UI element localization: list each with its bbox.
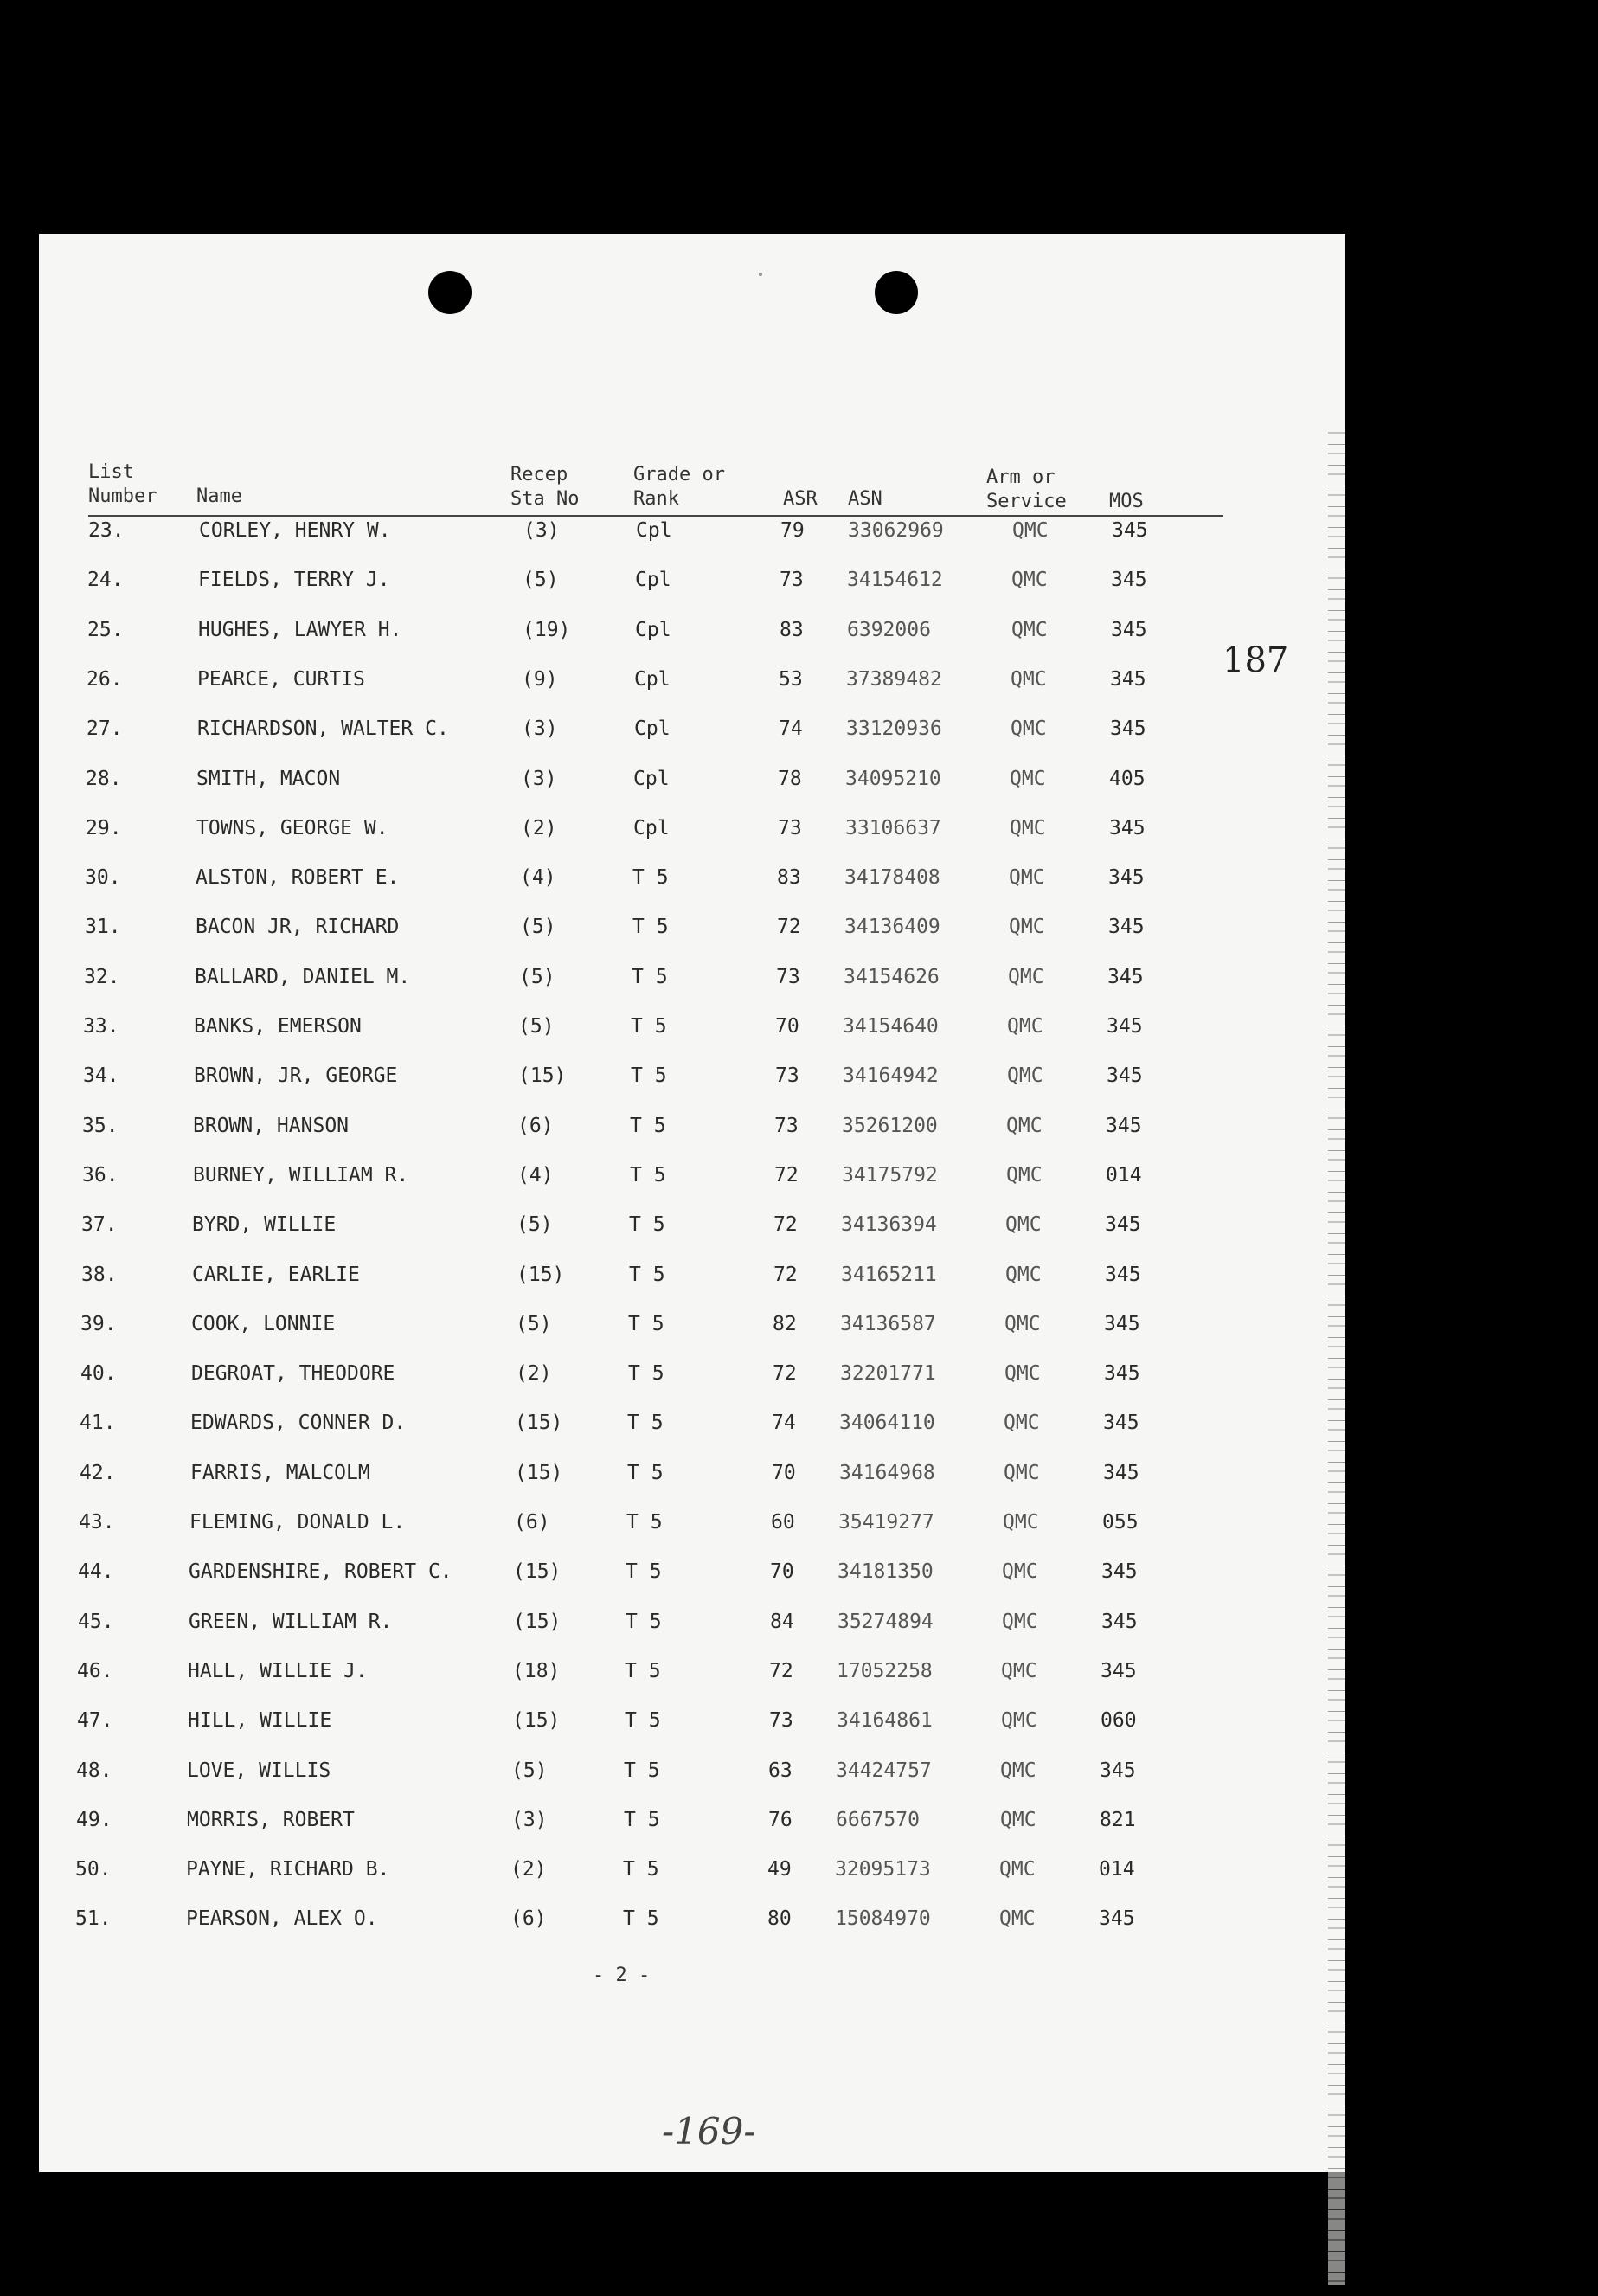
recep-sta-cell: (15) xyxy=(513,1560,562,1584)
service-cell: QMC xyxy=(1000,1759,1036,1782)
rank-cell: Cpl xyxy=(635,569,671,592)
recep-sta-cell: (15) xyxy=(515,1461,563,1484)
service-cell: QMC xyxy=(1010,767,1046,790)
recep-sta-cell: (15) xyxy=(517,1263,565,1286)
mos-cell: 345 xyxy=(1101,1659,1137,1682)
name-cell: FARRIS, MALCOLM xyxy=(190,1461,370,1484)
name-cell: BROWN, JR, GEORGE xyxy=(194,1064,398,1088)
table-row xyxy=(39,1759,1250,1789)
table-row xyxy=(39,1412,1250,1441)
punch-hole-right xyxy=(875,271,918,314)
list-number-cell: 46. xyxy=(77,1659,113,1682)
list-number-cell: 34. xyxy=(83,1064,119,1088)
list-number-cell: 32. xyxy=(84,965,120,988)
table-row xyxy=(39,519,1250,549)
asr-cell: 70 xyxy=(772,1461,796,1484)
asn-cell: 34164942 xyxy=(843,1064,939,1088)
list-number-cell: 24. xyxy=(87,569,124,592)
asr-cell: 73 xyxy=(778,816,802,839)
service-cell: QMC xyxy=(1004,1362,1041,1386)
rank-cell: T 5 xyxy=(623,1907,659,1931)
rank-cell: T 5 xyxy=(626,1610,662,1633)
rank-cell: T 5 xyxy=(632,916,669,939)
recep-sta-cell: (3) xyxy=(522,717,558,741)
name-cell: TOWNS, GEORGE W. xyxy=(196,816,388,839)
table-row xyxy=(39,668,1250,698)
list-number-cell: 42. xyxy=(80,1461,116,1484)
recep-sta-cell: (15) xyxy=(515,1412,563,1435)
header-recep-sta-no: Recep Sta No xyxy=(510,464,580,510)
mos-cell: 345 xyxy=(1105,1213,1141,1237)
service-cell: QMC xyxy=(1009,916,1045,939)
recep-sta-cell: (4) xyxy=(517,1163,554,1187)
asr-cell: 80 xyxy=(767,1907,792,1931)
rank-cell: T 5 xyxy=(625,1659,661,1682)
asr-cell: 73 xyxy=(775,1064,799,1088)
name-cell: LOVE, WILLIS xyxy=(187,1759,331,1782)
service-cell: QMC xyxy=(1004,1312,1041,1335)
header-asn: ASN xyxy=(848,488,882,510)
service-cell: QMC xyxy=(1001,1709,1037,1733)
mos-cell: 014 xyxy=(1106,1163,1142,1187)
list-number-cell: 50. xyxy=(75,1858,112,1881)
asr-cell: 70 xyxy=(770,1560,794,1584)
mos-cell: 345 xyxy=(1101,1610,1138,1633)
asr-cell: 70 xyxy=(775,1015,799,1038)
asr-cell: 84 xyxy=(770,1610,794,1633)
rank-cell: Cpl xyxy=(633,767,670,790)
service-cell: QMC xyxy=(1007,1015,1043,1038)
service-cell: QMC xyxy=(999,1858,1036,1881)
recep-sta-cell: (5) xyxy=(517,1213,553,1237)
recep-sta-cell: (5) xyxy=(523,569,559,592)
name-cell: GREEN, WILLIAM R. xyxy=(189,1610,393,1633)
list-number-cell: 37. xyxy=(81,1213,118,1237)
list-number-cell: 44. xyxy=(78,1560,114,1584)
name-cell: BROWN, HANSON xyxy=(193,1114,350,1137)
asn-cell: 34175792 xyxy=(842,1163,938,1187)
table-row xyxy=(39,1115,1250,1144)
list-number-cell: 28. xyxy=(86,767,122,790)
table-row xyxy=(39,1709,1250,1739)
asn-cell: 34181350 xyxy=(838,1560,934,1584)
mos-cell: 405 xyxy=(1109,767,1146,790)
table-row xyxy=(39,866,1250,896)
mos-cell: 345 xyxy=(1107,1015,1143,1038)
asr-cell: 60 xyxy=(771,1511,795,1534)
asn-cell: 34136394 xyxy=(841,1213,937,1237)
recep-sta-cell: (5) xyxy=(519,965,555,988)
name-cell: SMITH, MACON xyxy=(196,767,341,790)
asn-cell: 34165211 xyxy=(841,1263,937,1286)
name-cell: HUGHES, LAWYER H. xyxy=(198,618,402,641)
header-list-number: List Number xyxy=(88,461,157,507)
table-row xyxy=(39,1313,1250,1342)
service-cell: QMC xyxy=(1012,519,1049,542)
name-cell: PEARSON, ALEX O. xyxy=(186,1907,378,1931)
mos-cell: 345 xyxy=(1106,1114,1142,1137)
mos-cell: 345 xyxy=(1100,1759,1136,1782)
service-cell: QMC xyxy=(1007,1064,1043,1088)
list-number-cell: 49. xyxy=(76,1808,112,1831)
service-cell: QMC xyxy=(1000,1808,1036,1831)
recep-sta-cell: (2) xyxy=(516,1362,552,1386)
asr-cell: 79 xyxy=(780,519,805,542)
list-number-cell: 31. xyxy=(85,916,121,939)
recep-sta-cell: (2) xyxy=(521,816,557,839)
list-number-cell: 40. xyxy=(80,1362,117,1386)
mos-cell: 345 xyxy=(1099,1907,1135,1931)
service-cell: QMC xyxy=(999,1907,1036,1931)
asr-cell: 83 xyxy=(780,618,804,641)
asr-cell: 63 xyxy=(768,1759,793,1782)
mos-cell: 345 xyxy=(1109,816,1146,839)
name-cell: FLEMING, DONALD L. xyxy=(189,1511,406,1534)
mos-cell: 345 xyxy=(1103,1412,1139,1435)
name-cell: CARLIE, EARLIE xyxy=(192,1263,360,1286)
recep-sta-cell: (4) xyxy=(520,866,556,890)
service-cell: QMC xyxy=(1011,618,1048,641)
service-cell: QMC xyxy=(1004,1461,1040,1484)
rank-cell: T 5 xyxy=(631,1015,667,1038)
name-cell: BACON JR, RICHARD xyxy=(196,916,400,939)
asn-cell: 6392006 xyxy=(847,618,931,641)
name-cell: COOK, LONNIE xyxy=(191,1312,336,1335)
rank-cell: T 5 xyxy=(632,866,669,890)
asr-cell: 73 xyxy=(769,1709,793,1733)
name-cell: BALLARD, DANIEL M. xyxy=(195,965,411,988)
mos-cell: 345 xyxy=(1105,1263,1141,1286)
asn-cell: 34178408 xyxy=(844,866,940,890)
service-cell: QMC xyxy=(1005,1213,1042,1237)
name-cell: HALL, WILLIE J. xyxy=(188,1659,368,1682)
table-row xyxy=(39,1611,1250,1640)
service-cell: QMC xyxy=(1011,569,1048,592)
service-cell: QMC xyxy=(1003,1511,1039,1534)
header-rule xyxy=(88,515,1223,517)
asr-cell: 74 xyxy=(772,1412,796,1435)
asr-cell: 83 xyxy=(777,866,801,890)
rank-cell: T 5 xyxy=(632,965,668,988)
table-row xyxy=(39,1660,1250,1689)
recep-sta-cell: (6) xyxy=(517,1114,554,1137)
table-row xyxy=(39,768,1250,797)
service-cell: QMC xyxy=(1006,1163,1043,1187)
rank-cell: T 5 xyxy=(624,1808,660,1831)
list-number-cell: 45. xyxy=(78,1610,114,1633)
asr-cell: 72 xyxy=(769,1659,793,1682)
asr-cell: 72 xyxy=(774,1163,799,1187)
asn-cell: 32095173 xyxy=(835,1858,931,1881)
mos-cell: 345 xyxy=(1103,1461,1139,1484)
handwritten-page-number: -169- xyxy=(662,2110,756,2152)
recep-sta-cell: (19) xyxy=(523,618,571,641)
name-cell: ALSTON, ROBERT E. xyxy=(196,866,400,890)
service-cell: QMC xyxy=(1011,717,1047,741)
asn-cell: 33062969 xyxy=(848,519,944,542)
asn-cell: 6667570 xyxy=(836,1808,920,1831)
asr-cell: 72 xyxy=(773,1263,798,1286)
table-row xyxy=(39,1064,1250,1094)
table-row xyxy=(39,717,1250,747)
asn-cell: 34095210 xyxy=(845,767,941,790)
list-number-cell: 51. xyxy=(75,1907,112,1931)
asn-cell: 15084970 xyxy=(835,1907,931,1931)
list-number-cell: 41. xyxy=(80,1412,116,1435)
recep-sta-cell: (3) xyxy=(511,1808,548,1831)
rank-cell: Cpl xyxy=(635,618,671,641)
list-number-cell: 30. xyxy=(85,866,121,890)
asn-cell: 34136409 xyxy=(844,916,940,939)
asr-cell: 73 xyxy=(776,965,800,988)
list-number-cell: 26. xyxy=(87,667,123,691)
asn-cell: 34136587 xyxy=(840,1312,936,1335)
torn-right-edge xyxy=(1328,424,1345,2285)
table-row xyxy=(39,1809,1250,1838)
table-row xyxy=(39,1560,1250,1590)
list-number-cell: 43. xyxy=(79,1511,115,1534)
rank-cell: T 5 xyxy=(629,1263,665,1286)
list-number-cell: 33. xyxy=(83,1015,119,1038)
recep-sta-cell: (15) xyxy=(513,1610,562,1633)
table-row xyxy=(39,1462,1250,1491)
header-arm-service: Arm or Service xyxy=(986,466,1067,512)
mos-cell: 821 xyxy=(1100,1808,1136,1831)
service-cell: QMC xyxy=(1010,816,1046,839)
service-cell: QMC xyxy=(1002,1560,1038,1584)
list-number-cell: 47. xyxy=(77,1709,113,1733)
asn-cell: 17052258 xyxy=(837,1659,933,1682)
rank-cell: T 5 xyxy=(630,1114,666,1137)
rank-cell: Cpl xyxy=(636,519,672,542)
list-number-cell: 27. xyxy=(87,717,123,741)
table-row xyxy=(39,1511,1250,1540)
mos-cell: 345 xyxy=(1108,866,1145,890)
asr-cell: 82 xyxy=(773,1312,797,1335)
rank-cell: T 5 xyxy=(629,1213,665,1237)
name-cell: BANKS, EMERSON xyxy=(194,1015,362,1038)
mos-cell: 345 xyxy=(1110,667,1146,691)
header-name: Name xyxy=(196,486,242,507)
list-number-cell: 29. xyxy=(86,816,122,839)
recep-sta-cell: (5) xyxy=(520,916,556,939)
table-row xyxy=(39,916,1250,945)
asr-cell: 74 xyxy=(779,717,803,741)
mos-cell: 345 xyxy=(1107,1064,1143,1088)
service-cell: QMC xyxy=(1002,1610,1038,1633)
asn-cell: 34154640 xyxy=(843,1015,939,1038)
service-cell: QMC xyxy=(1006,1114,1043,1137)
mos-cell: 345 xyxy=(1111,618,1147,641)
service-cell: QMC xyxy=(1004,1412,1040,1435)
asn-cell: 34154612 xyxy=(847,569,943,592)
rank-cell: T 5 xyxy=(625,1709,661,1733)
asn-cell: 34424757 xyxy=(836,1759,932,1782)
table-row xyxy=(39,1164,1250,1193)
recep-sta-cell: (6) xyxy=(510,1907,547,1931)
rank-cell: T 5 xyxy=(626,1511,663,1534)
rank-cell: T 5 xyxy=(631,1064,667,1088)
table-row xyxy=(39,1264,1250,1293)
page-marker: - 2 - xyxy=(593,1965,651,1986)
list-number-cell: 48. xyxy=(76,1759,112,1782)
rank-cell: T 5 xyxy=(630,1163,666,1187)
asn-cell: 34064110 xyxy=(839,1412,935,1435)
asr-cell: 76 xyxy=(768,1808,793,1831)
name-cell: DEGROAT, THEODORE xyxy=(191,1362,395,1386)
header-grade-rank: Grade or Rank xyxy=(633,464,725,510)
table-row xyxy=(39,569,1250,598)
service-cell: QMC xyxy=(1005,1263,1042,1286)
rank-cell: T 5 xyxy=(627,1412,664,1435)
mos-cell: 345 xyxy=(1104,1312,1140,1335)
mos-cell: 345 xyxy=(1110,717,1146,741)
asr-cell: 73 xyxy=(774,1114,799,1137)
service-cell: QMC xyxy=(1009,866,1045,890)
recep-sta-cell: (5) xyxy=(516,1312,552,1335)
asr-cell: 78 xyxy=(778,767,802,790)
asr-cell: 49 xyxy=(767,1858,792,1881)
asr-cell: 73 xyxy=(780,569,804,592)
asr-cell: 72 xyxy=(773,1213,798,1237)
header-mos: MOS xyxy=(1109,491,1144,512)
name-cell: GARDENSHIRE, ROBERT C. xyxy=(189,1560,452,1584)
page-stamp-number: 187 xyxy=(1223,640,1289,680)
table-row xyxy=(39,817,1250,846)
name-cell: PAYNE, RICHARD B. xyxy=(186,1858,390,1881)
asn-cell: 34154626 xyxy=(844,965,940,988)
rank-cell: T 5 xyxy=(628,1362,664,1386)
rank-cell: T 5 xyxy=(624,1759,660,1782)
asn-cell: 34164861 xyxy=(837,1709,933,1733)
document-page xyxy=(39,234,1345,2172)
recep-sta-cell: (15) xyxy=(518,1064,567,1088)
table-row xyxy=(39,1015,1250,1045)
asr-cell: 72 xyxy=(777,916,801,939)
header-asr: ASR xyxy=(783,488,818,510)
recep-sta-cell: (15) xyxy=(512,1709,561,1733)
recep-sta-cell: (3) xyxy=(521,767,557,790)
mos-cell: 345 xyxy=(1107,965,1144,988)
mos-cell: 345 xyxy=(1104,1362,1140,1386)
asr-cell: 53 xyxy=(779,667,803,691)
list-number-cell: 25. xyxy=(87,618,124,641)
asn-cell: 32201771 xyxy=(840,1362,936,1386)
rank-cell: T 5 xyxy=(627,1461,664,1484)
asn-cell: 33106637 xyxy=(845,816,941,839)
asn-cell: 35274894 xyxy=(838,1610,934,1633)
table-row xyxy=(39,1213,1250,1243)
recep-sta-cell: (3) xyxy=(523,519,560,542)
name-cell: CORLEY, HENRY W. xyxy=(199,519,391,542)
recep-sta-cell: (5) xyxy=(511,1759,548,1782)
mos-cell: 060 xyxy=(1101,1709,1137,1733)
mos-cell: 055 xyxy=(1102,1511,1139,1534)
list-number-cell: 36. xyxy=(82,1163,119,1187)
name-cell: MORRIS, ROBERT xyxy=(187,1808,355,1831)
asn-cell: 35419277 xyxy=(838,1511,934,1534)
recep-sta-cell: (6) xyxy=(514,1511,550,1534)
service-cell: QMC xyxy=(1011,667,1047,691)
name-cell: PEARCE, CURTIS xyxy=(197,667,365,691)
asr-cell: 72 xyxy=(773,1362,797,1386)
mos-cell: 014 xyxy=(1099,1858,1135,1881)
recep-sta-cell: (2) xyxy=(510,1858,547,1881)
service-cell: QMC xyxy=(1008,965,1044,988)
mos-cell: 345 xyxy=(1111,569,1147,592)
asn-cell: 35261200 xyxy=(842,1114,938,1137)
recep-sta-cell: (9) xyxy=(522,667,558,691)
name-cell: RICHARDSON, WALTER C. xyxy=(197,717,449,741)
dust-speck xyxy=(759,273,762,276)
rank-cell: T 5 xyxy=(623,1858,659,1881)
list-number-cell: 23. xyxy=(88,519,125,542)
table-row xyxy=(39,1362,1250,1392)
asn-cell: 37389482 xyxy=(846,667,942,691)
service-cell: QMC xyxy=(1001,1659,1037,1682)
mos-cell: 345 xyxy=(1112,519,1148,542)
rank-cell: Cpl xyxy=(633,816,670,839)
name-cell: EDWARDS, CONNER D. xyxy=(190,1412,407,1435)
name-cell: BYRD, WILLIE xyxy=(192,1213,337,1237)
name-cell: HILL, WILLIE xyxy=(188,1709,332,1733)
punch-hole-left xyxy=(428,271,472,314)
name-cell: BURNEY, WILLIAM R. xyxy=(193,1163,409,1187)
list-number-cell: 38. xyxy=(81,1263,118,1286)
list-number-cell: 39. xyxy=(80,1312,117,1335)
recep-sta-cell: (5) xyxy=(518,1015,555,1038)
rank-cell: T 5 xyxy=(626,1560,662,1584)
mos-cell: 345 xyxy=(1108,916,1145,939)
table-row xyxy=(39,1858,1250,1888)
table-row xyxy=(39,619,1250,648)
asn-cell: 33120936 xyxy=(846,717,942,741)
name-cell: FIELDS, TERRY J. xyxy=(198,569,390,592)
mos-cell: 345 xyxy=(1101,1560,1138,1584)
table-row xyxy=(39,966,1250,995)
rank-cell: Cpl xyxy=(634,717,671,741)
rank-cell: T 5 xyxy=(628,1312,664,1335)
recep-sta-cell: (18) xyxy=(512,1659,561,1682)
rank-cell: Cpl xyxy=(634,667,671,691)
asn-cell: 34164968 xyxy=(839,1461,935,1484)
list-number-cell: 35. xyxy=(82,1114,119,1137)
table-row xyxy=(39,1907,1250,1937)
